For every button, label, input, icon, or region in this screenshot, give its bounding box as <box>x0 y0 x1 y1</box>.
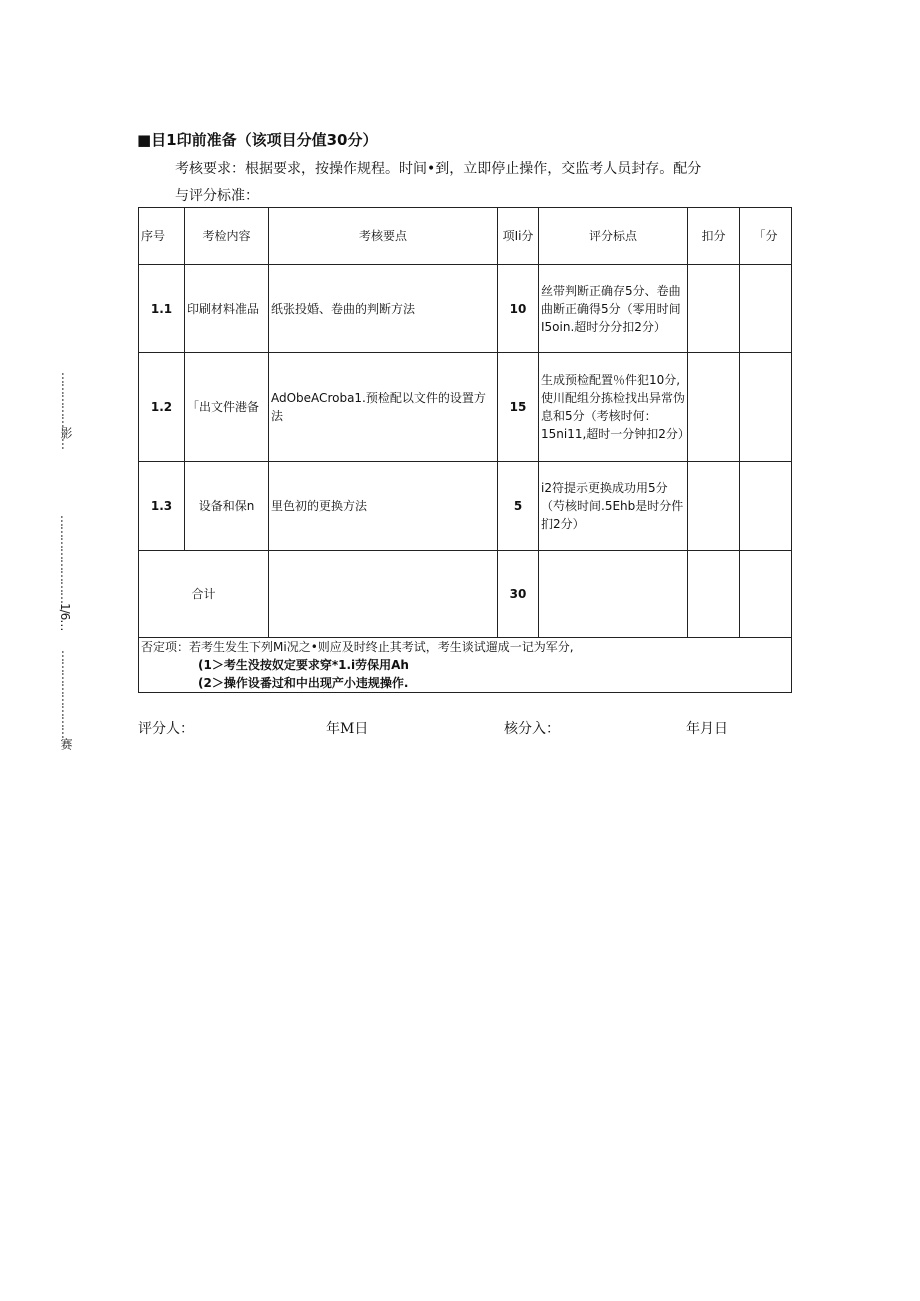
header-point: 考核要点 <box>269 208 498 265</box>
row-criteria: 生成预检配置％件犯10分,使川配组分拣检找出异常伪息和5分（考核时何：15ni11,超时一分钟扣2分） <box>539 353 688 462</box>
footnote-item: (1＞考生没按奴定要求穿*1.i劳保用Ah <box>198 658 409 672</box>
row-score: 15 <box>498 353 539 462</box>
scoring-table <box>138 207 792 693</box>
row-final <box>740 462 792 551</box>
header-score: 项Ii分 <box>498 208 539 265</box>
scorer-date: 年M日 <box>326 721 369 737</box>
row-content: 印刷材料准品 <box>185 265 269 353</box>
row-final <box>740 353 792 462</box>
binding-margin-mark: ……………………赛 <box>59 650 73 749</box>
row-point: 里色初的更换方法 <box>269 462 498 551</box>
header-row <box>139 208 792 265</box>
requirement-text-cont: 与评分标准： <box>175 188 259 204</box>
row-no: 1.1 <box>139 265 185 353</box>
total-label: 合计 <box>139 551 269 638</box>
total-final <box>740 551 792 638</box>
table-row <box>139 265 792 353</box>
header-no: 序号 <box>139 208 185 265</box>
header-final: 「分 <box>740 208 792 265</box>
scorer-label: 评分人： <box>138 721 194 737</box>
row-content: 设备和保n <box>185 462 269 551</box>
footnote-row <box>139 638 792 693</box>
total-row <box>139 551 792 638</box>
footnote-item: (2＞操作设番过和中出现产小违规操作. <box>198 676 409 690</box>
header-criteria: 评分标点 <box>539 208 688 265</box>
row-content: 「出文件港备 <box>185 353 269 462</box>
row-no: 1.3 <box>139 462 185 551</box>
checker-label: 核分入： <box>504 721 560 737</box>
header-content: 考检内容 <box>185 208 269 265</box>
row-point: AdObeACroba1.预检配以文件的设置方法 <box>269 353 498 462</box>
row-score: 10 <box>498 265 539 353</box>
row-criteria: 丝带判断正确存5分、卷曲曲断正确得5分（零用时间I5oin.超时分分扣2分） <box>539 265 688 353</box>
row-point: 纸张投婚、卷曲的判断方法 <box>269 265 498 353</box>
table-row <box>139 462 792 551</box>
row-deduct <box>688 353 740 462</box>
row-deduct <box>688 462 740 551</box>
total-deduct <box>688 551 740 638</box>
requirement-text: 考核要求：根据要求，按操作规程。时间•到，立即停止操作，交监考人员封存。配分 <box>175 161 702 177</box>
total-score: 30 <box>498 551 539 638</box>
row-deduct <box>688 265 740 353</box>
total-point <box>269 551 498 638</box>
checker-date: 年月日 <box>686 721 728 737</box>
footnote-line: 否定项：若考生发生下列Mi况之•则应及时终止其考试，考生谈试遛成一记为军分, <box>141 640 574 654</box>
section-title: ■目1印前准备（该项目分值30分） <box>137 131 378 149</box>
table-row <box>139 353 792 462</box>
row-score: 5 <box>498 462 539 551</box>
row-final <box>740 265 792 353</box>
binding-margin-mark: ……………………1/6… <box>58 515 72 631</box>
header-deduct: 扣分 <box>688 208 740 265</box>
footnote-cell <box>139 638 792 693</box>
row-criteria: i2符提示更换成功用5分（芍核时间.5Ehb是时分件扪2分） <box>539 462 688 551</box>
row-no: 1.2 <box>139 353 185 462</box>
binding-margin-mark: ……………影… <box>59 372 73 449</box>
total-criteria <box>539 551 688 638</box>
